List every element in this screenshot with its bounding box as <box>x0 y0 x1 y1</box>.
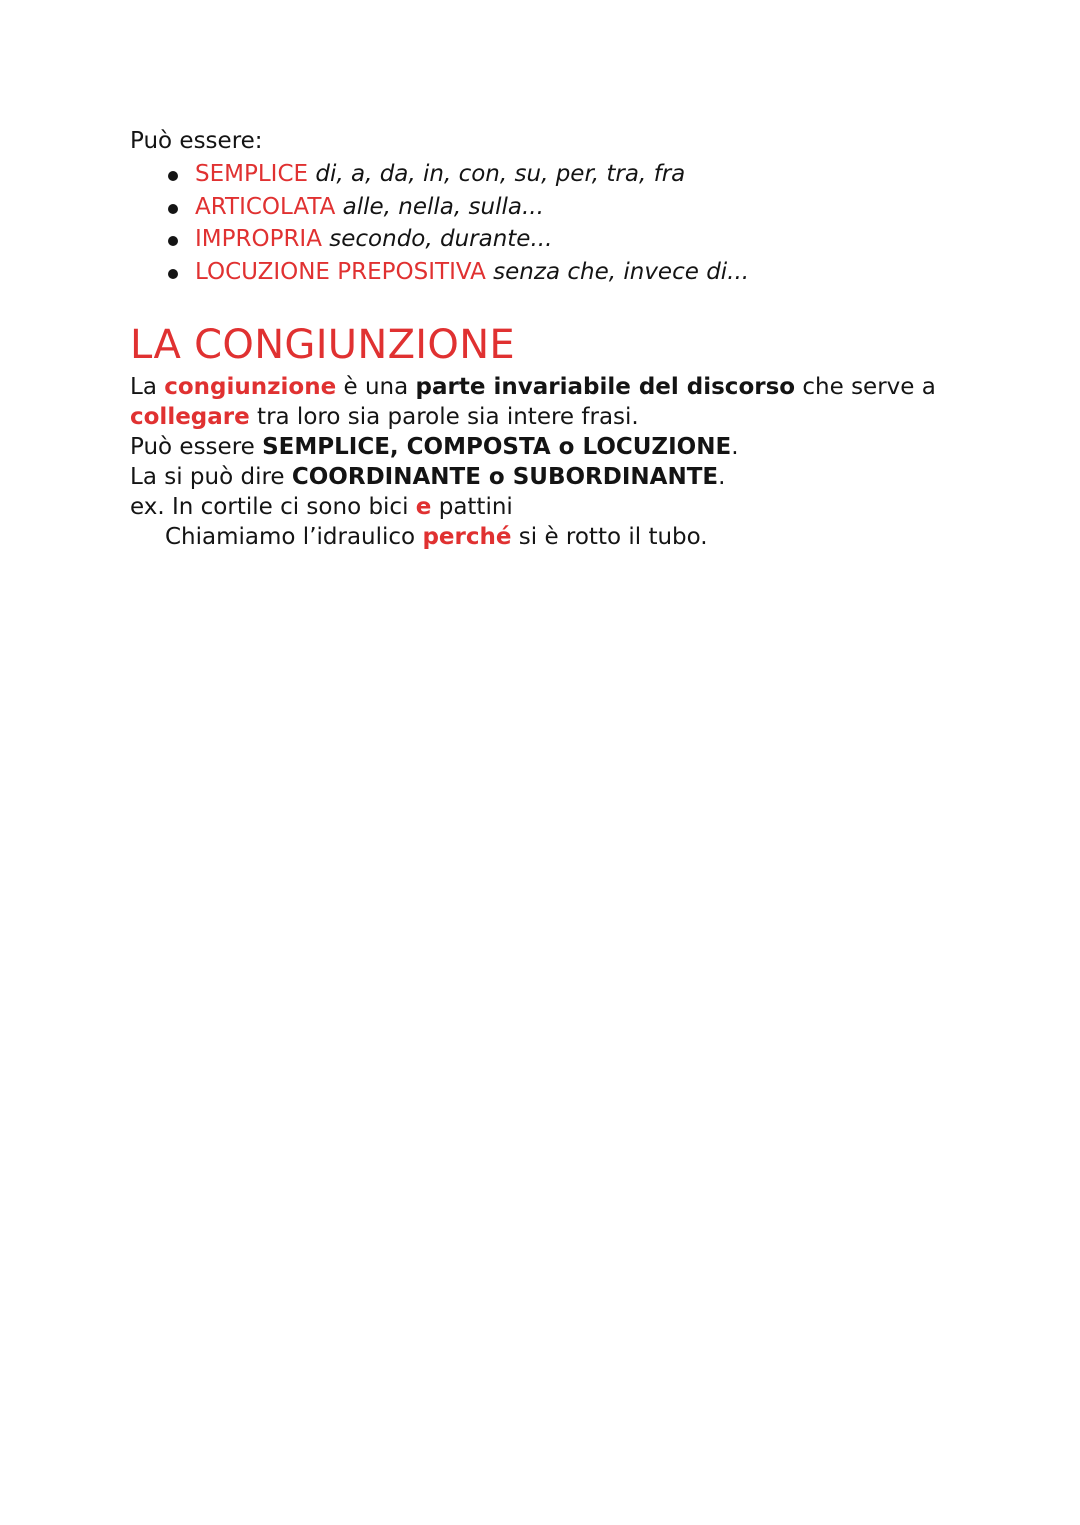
section-title: LA CONGIUNZIONE <box>130 322 515 368</box>
type-term: LOCUZIONE PREPOSITIVA <box>195 258 486 285</box>
highlight-term: congiunzione <box>164 374 337 400</box>
example-line-2 <box>130 522 950 552</box>
text-span: si è rotto il tubo. <box>511 524 708 550</box>
list-item <box>130 223 950 256</box>
highlight-term: e <box>415 494 432 520</box>
bullet-icon <box>168 236 178 246</box>
type-term: SEMPLICE <box>195 161 309 187</box>
type-term: ARTICOLATA <box>195 193 336 220</box>
text-span: è una <box>336 374 416 400</box>
text-span: pattini <box>431 494 513 520</box>
text-span: che serve a <box>795 374 936 400</box>
page-content <box>130 126 950 552</box>
text-span: Chiamiamo l’idraulico <box>165 524 423 550</box>
text-span: tra loro sia parole sia intere frasi. <box>249 404 639 430</box>
section-body <box>130 372 950 552</box>
definition-line-1 <box>130 372 950 402</box>
bold-phrase: COORDINANTE o SUBORDINANTE <box>291 464 719 490</box>
highlight-term: perché <box>422 524 512 550</box>
intro-text: Può essere: <box>130 128 263 154</box>
forms-line <box>130 432 950 462</box>
bullet-icon <box>168 204 178 214</box>
text-span: La si può dire <box>130 464 292 490</box>
highlight-term: collegare <box>130 404 250 430</box>
text-span: . <box>718 464 726 490</box>
list-item <box>130 191 950 224</box>
bold-phrase: SEMPLICE, COMPOSTA o LOCUZIONE <box>262 434 732 460</box>
definition-line-2 <box>130 402 950 432</box>
list-item <box>130 256 950 289</box>
preposition-types-list <box>130 158 950 288</box>
bold-phrase: parte invariabile del discorso <box>415 374 796 400</box>
example-line-1 <box>130 492 950 522</box>
bullet-icon <box>168 269 178 279</box>
type-term: IMPROPRIA <box>195 226 322 252</box>
type-examples: di, a, da, in, con, su, per, tra, fra <box>315 161 686 187</box>
text-span: . <box>731 434 739 460</box>
type-examples: alle, nella, sulla... <box>342 193 544 220</box>
bullet-icon <box>168 171 178 181</box>
text-span: Può essere <box>130 434 263 460</box>
type-examples: senza che, invece di... <box>493 258 750 285</box>
text-span: ex. In cortile ci sono bici <box>130 494 416 520</box>
type-examples: secondo, durante... <box>329 226 553 252</box>
text-span: La <box>130 374 165 400</box>
list-item <box>130 158 950 191</box>
kinds-line <box>130 462 950 492</box>
